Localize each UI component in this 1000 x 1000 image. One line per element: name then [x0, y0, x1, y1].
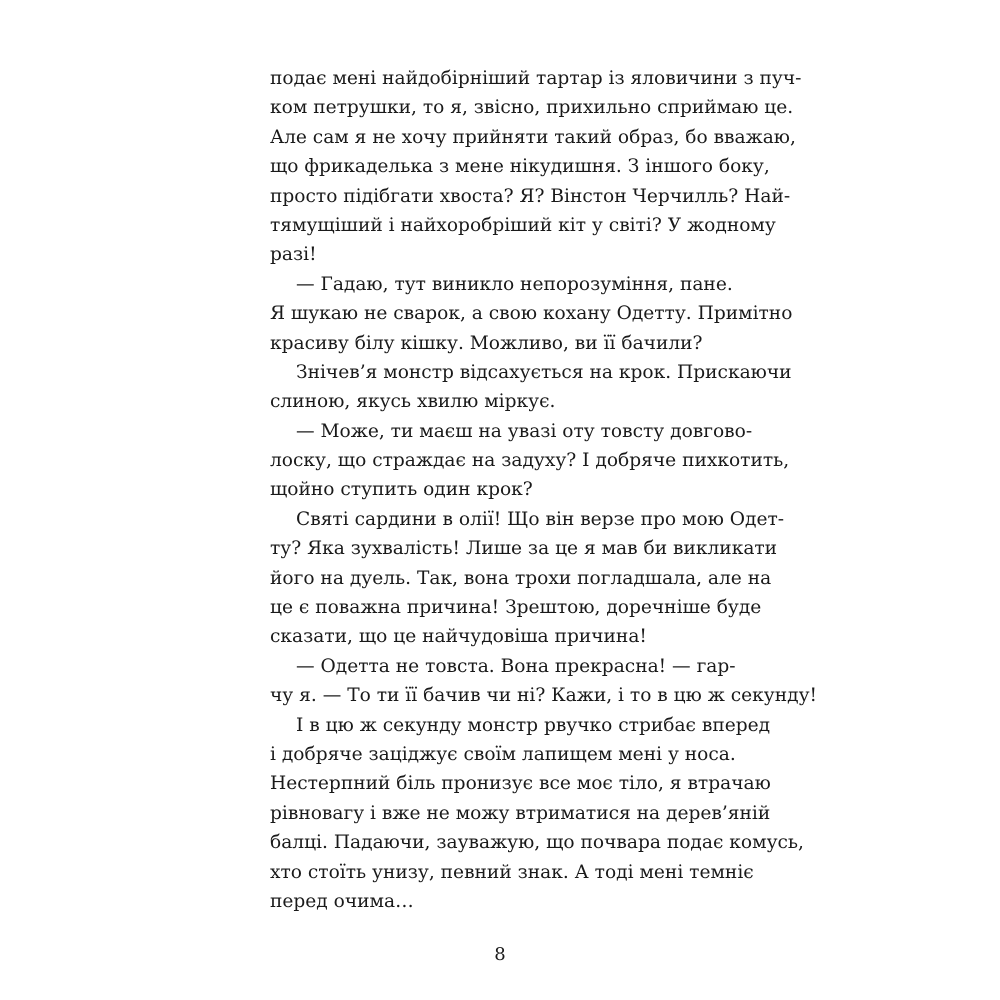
paragraph-7-line: балці. Падаючи, зауважую, що почвара подає комусь,	[270, 832, 804, 854]
paragraph-1-line: подає мені найдобірніший тартар із яловичини з пуч-	[270, 68, 802, 89]
paragraph-3-line: Знічев’я монстр відсахується на крок. Прискаючи	[296, 361, 792, 383]
paragraph-5-line: його на дуель. Так, вона трохи погладшала, але на	[270, 567, 772, 589]
paragraph-1-line: тямущіший і найхоробріший кіт у світі? У жодному	[270, 214, 776, 236]
body-text	[270, 64, 817, 916]
paragraph-5-line: сказати, що це найчудовіша причина!	[270, 626, 647, 648]
paragraph-5-line: це є поважна причина! Зрештою, доречніше буде	[270, 597, 762, 619]
paragraph-2-line: Я шукаю не сварок, а свою кохану Одетту. Примітно	[270, 303, 793, 325]
paragraph-4-line: лоску, що страждає на задуху? І добряче пихкотить,	[270, 450, 790, 472]
paragraph-1-line: що фрикаделька з мене нікудишня. З іншого боку,	[270, 156, 770, 178]
paragraph-7-line: І в цю ж секунду монстр рвучко стрибає вперед	[296, 714, 771, 736]
paragraph-5-line: ту? Яка зухвалість! Лише за це я мав би викликати	[270, 538, 778, 560]
paragraph-1-line: просто підібгати хвоста? Я? Вінстон Черчилль? Най-	[270, 185, 791, 207]
page-number: 8	[494, 944, 506, 965]
paragraph-6-line: чу я. — То ти її бачив чи ні? Кажи, і то в цю ж секунду!	[270, 685, 817, 707]
paragraph-6-line: — Одетта не товста. Вона прекрасна! — гар-	[296, 655, 736, 677]
paragraph-7-line: рівновагу і вже не можу втриматися на дерев’яній	[270, 802, 771, 824]
paragraph-4-line: — Може, ти маєш на увазі оту товсту довгово-	[296, 420, 753, 442]
paragraph-1-line: Але сам я не хочу прийняти такий образ, бо вважаю,	[270, 126, 796, 148]
paragraph-7-line: Нестерпний біль пронизує все моє тіло, я втрачаю	[270, 773, 771, 795]
paragraph-7-line: перед очима…	[270, 890, 414, 912]
paragraph-7-line: хто стоїть унизу, певний знак. А тоді мені темніє	[270, 861, 754, 883]
paragraph-1-line: ком петрушки, то я, звісно, прихильно сприймаю це.	[270, 97, 794, 119]
paragraph-2-line: красиву білу кішку. Можливо, ви її бачили?	[270, 332, 703, 354]
paragraph-1-line: разі!	[270, 244, 317, 266]
paragraph-7-line: і добряче заціджує своїм лапищем мені у носа.	[270, 743, 736, 765]
paragraph-3-line: слиною, якусь хвилю міркує.	[270, 391, 556, 413]
paragraph-5-line: Святі сардини в олії! Що він верзе про мою Одет-	[296, 508, 785, 530]
paragraph-4-line: щойно ступить один крок?	[270, 479, 533, 501]
paragraph-2-line: — Гадаю, тут виникло непорозуміння, пане.	[296, 273, 733, 295]
